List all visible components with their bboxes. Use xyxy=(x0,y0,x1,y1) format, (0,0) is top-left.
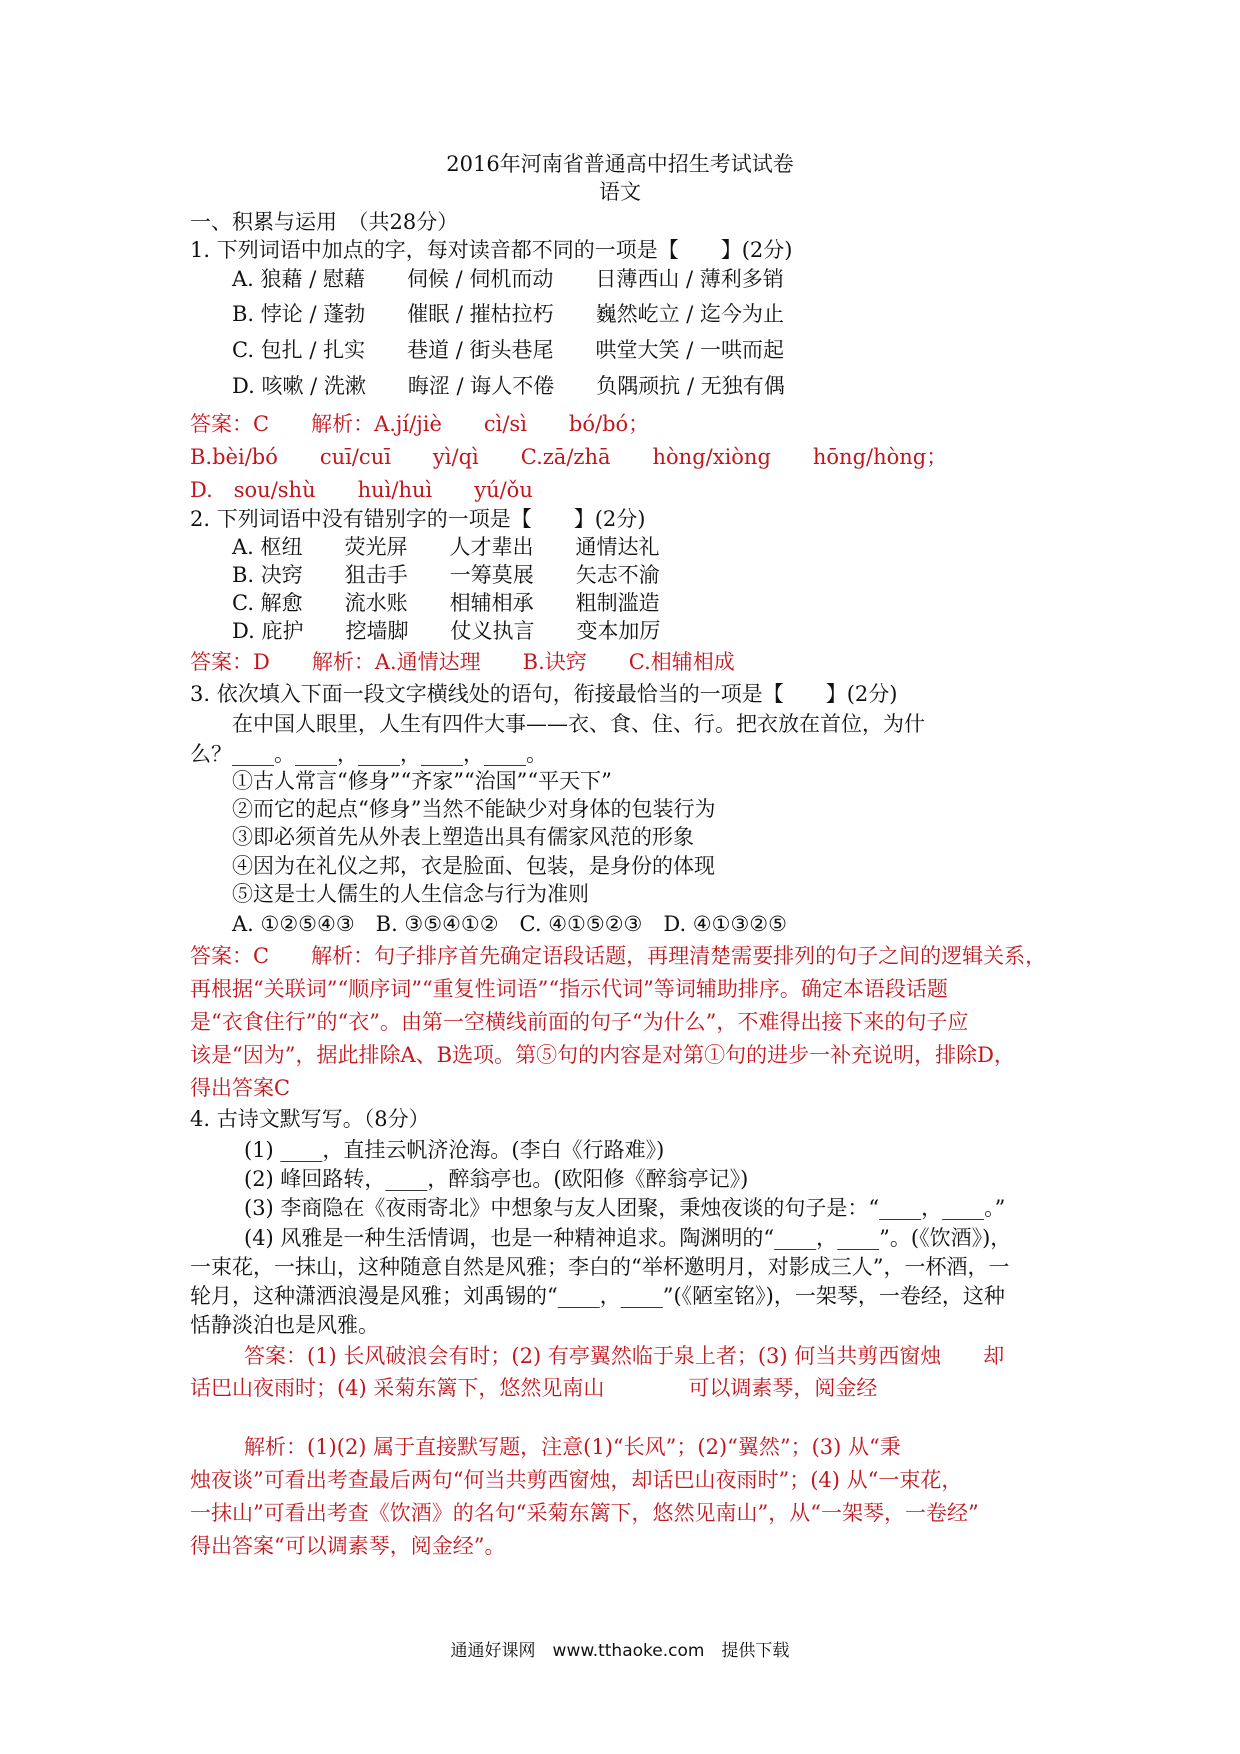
section-heading: 一、积累与运用 （共28分） xyxy=(190,210,459,234)
q3-answer-line-5: 得出答案C xyxy=(190,1076,291,1100)
q4-answer-line-2: 话巴山夜雨时；(4) 采菊东篱下，悠然见南山 可以调素琴，阅金经 xyxy=(190,1376,878,1400)
q3-sentence-2: ②而它的起点“修身”当然不能缺少对身体的包装行为 xyxy=(232,797,716,821)
exam-subject: 语文 xyxy=(599,180,641,204)
q3-passage-line-2: 么？____。____，____，____，____。 xyxy=(190,742,547,766)
q3-answer-line-1: 答案：C 解析：句子排序首先确定语段话题，再理清楚需要排列的句子之间的逻辑关系， xyxy=(190,944,1047,968)
q2-option-d: D. 庇护 挖墙脚 仗义执言 变本加厉 xyxy=(232,619,661,643)
q3-sentence-1: ①古人常言“修身”“齐家”“治国”“平天下” xyxy=(232,769,612,793)
q1-answer-line-1: 答案：C 解析：A.jí/jiè cì/sì bó/bó； xyxy=(190,412,650,436)
q4-explanation-line-4: 得出答案“可以调素琴，阅金经”。 xyxy=(190,1534,506,1558)
q2-option-c: C. 解愈 流水账 相辅相承 粗制滥造 xyxy=(232,591,660,615)
q3-answer-line-4: 该是“因为”，据此排除A、B选项。第⑤句的内容是对第①句的进步一补充说明，排除D， xyxy=(190,1043,1015,1067)
question-4-stem: 4. 古诗文默写写。（8分） xyxy=(190,1107,430,1131)
q4-item-2: (2) 峰回路转，____，醉翁亭也。(欧阳修《醉翁亭记》) xyxy=(244,1167,749,1191)
q3-sentence-3: ③即必须首先从外表上塑造出具有儒家风范的形象 xyxy=(232,825,694,849)
q3-answer-line-2: 再根据“关联词”“顺序词”“重复性词语”“指示代词”等词辅助排序。确定本语段话题 xyxy=(190,977,948,1001)
question-1-stem: 1. 下列词语中加点的字，每对读音都不同的一项是【 】(2分) xyxy=(190,238,793,262)
q4-answer-line-1: 答案：(1) 长风破浪会有时；(2) 有亭翼然临于泉上者；(3) 何当共剪西窗烛 却 xyxy=(244,1344,1005,1368)
page-footer: 通通好课网 www.tthaoke.com 提供下载 xyxy=(450,1641,790,1661)
q4-item-4-line-3: 轮月，这种潇洒浪漫是风雅；刘禹锡的“____，____”(《陋室铭》)，一架琴，一卷经，这种 xyxy=(190,1284,1005,1308)
q1-answer-line-3: D. sou/shù huì/huì yú/ǒu xyxy=(190,478,533,502)
q1-option-d: D. 咳嗽 / 洗漱 晦涩 / 诲人不倦 负隅顽抗 / 无独有偶 xyxy=(232,374,785,398)
question-2-stem: 2. 下列词语中没有错别字的一项是【 】(2分) xyxy=(190,507,646,531)
q4-explanation-line-1: 解析：(1)(2) 属于直接默写题，注意(1)“长风”；(2)“翼然”；(3) 从“秉 xyxy=(244,1435,901,1459)
q2-option-b: B. 决窍 狙击手 一筹莫展 矢志不渝 xyxy=(232,563,660,587)
q1-option-a: A. 狼藉 / 慰藉 伺候 / 伺机而动 日薄西山 / 薄利多销 xyxy=(232,267,784,291)
q4-item-4-line-2: 一束花，一抹山，这种随意自然是风雅；李白的“举杯邀明月，对影成三人”，一杯酒，一 xyxy=(190,1255,1010,1279)
exam-title: 2016年河南省普通高中招生考试试卷 xyxy=(446,152,794,176)
q4-item-1: (1) ____，直挂云帆济沧海。(李白《行路难》) xyxy=(244,1138,665,1162)
q1-option-b: B. 悖论 / 蓬勃 催眠 / 摧枯拉朽 巍然屹立 / 迄今为止 xyxy=(232,302,785,326)
q3-sentence-4: ④因为在礼仪之邦，衣是脸面、包装，是身份的体现 xyxy=(232,854,715,878)
question-3-stem: 3. 依次填入下面一段文字横线处的语句，衔接最恰当的一项是【 】(2分) xyxy=(190,682,898,706)
q4-explanation-line-2: 烛夜谈”可看出考查最后两句“何当共剪西窗烛，却话巴山夜雨时”；(4) 从“一束花， xyxy=(190,1468,963,1492)
q4-item-4-line-1: (4) 风雅是一种生活情调，也是一种精神追求。陶渊明的“____，____”。(《饮酒》)， xyxy=(244,1226,1012,1250)
q2-answer: 答案：D 解析：A.通情达理 B.诀窍 C.相辅相成 xyxy=(190,650,735,674)
q3-passage-line-1: 在中国人眼里，人生有四件大事——衣、食、住、行。把衣放在首位，为什 xyxy=(232,712,925,736)
q1-answer-line-2: B.bèi/bó cuī/cuī yì/qì C.zā/zhā hòng/xiòng hōng/hòng； xyxy=(190,445,948,469)
q4-item-3: (3) 李商隐在《夜雨寄北》中想象与友人团聚，秉烛夜谈的句子是：“____，____。” xyxy=(244,1196,1006,1220)
q1-option-c: C. 包扎 / 扎实 巷道 / 街头巷尾 哄堂大笑 / 一哄而起 xyxy=(232,338,784,362)
q3-answer-line-3: 是“衣食住行”的“衣”。由第一空横线前面的句子“为什么”，不难得出接下来的句子应 xyxy=(190,1010,969,1034)
q3-sentence-5: ⑤这是士人儒生的人生信念与行为准则 xyxy=(232,882,589,906)
q2-option-a: A. 枢纽 荧光屏 人才辈出 通情达礼 xyxy=(232,535,660,559)
q3-choices: A. ①②⑤④③ B. ③⑤④①② C. ④①⑤②③ D. ④①③②⑤ xyxy=(232,912,787,936)
q4-explanation-line-3: 一抹山”可看出考查《饮酒》的名句“采菊东篱下，悠然见南山”，从“一架琴，一卷经” xyxy=(190,1501,979,1525)
q4-item-4-line-4: 恬静淡泊也是风雅。 xyxy=(190,1313,379,1337)
